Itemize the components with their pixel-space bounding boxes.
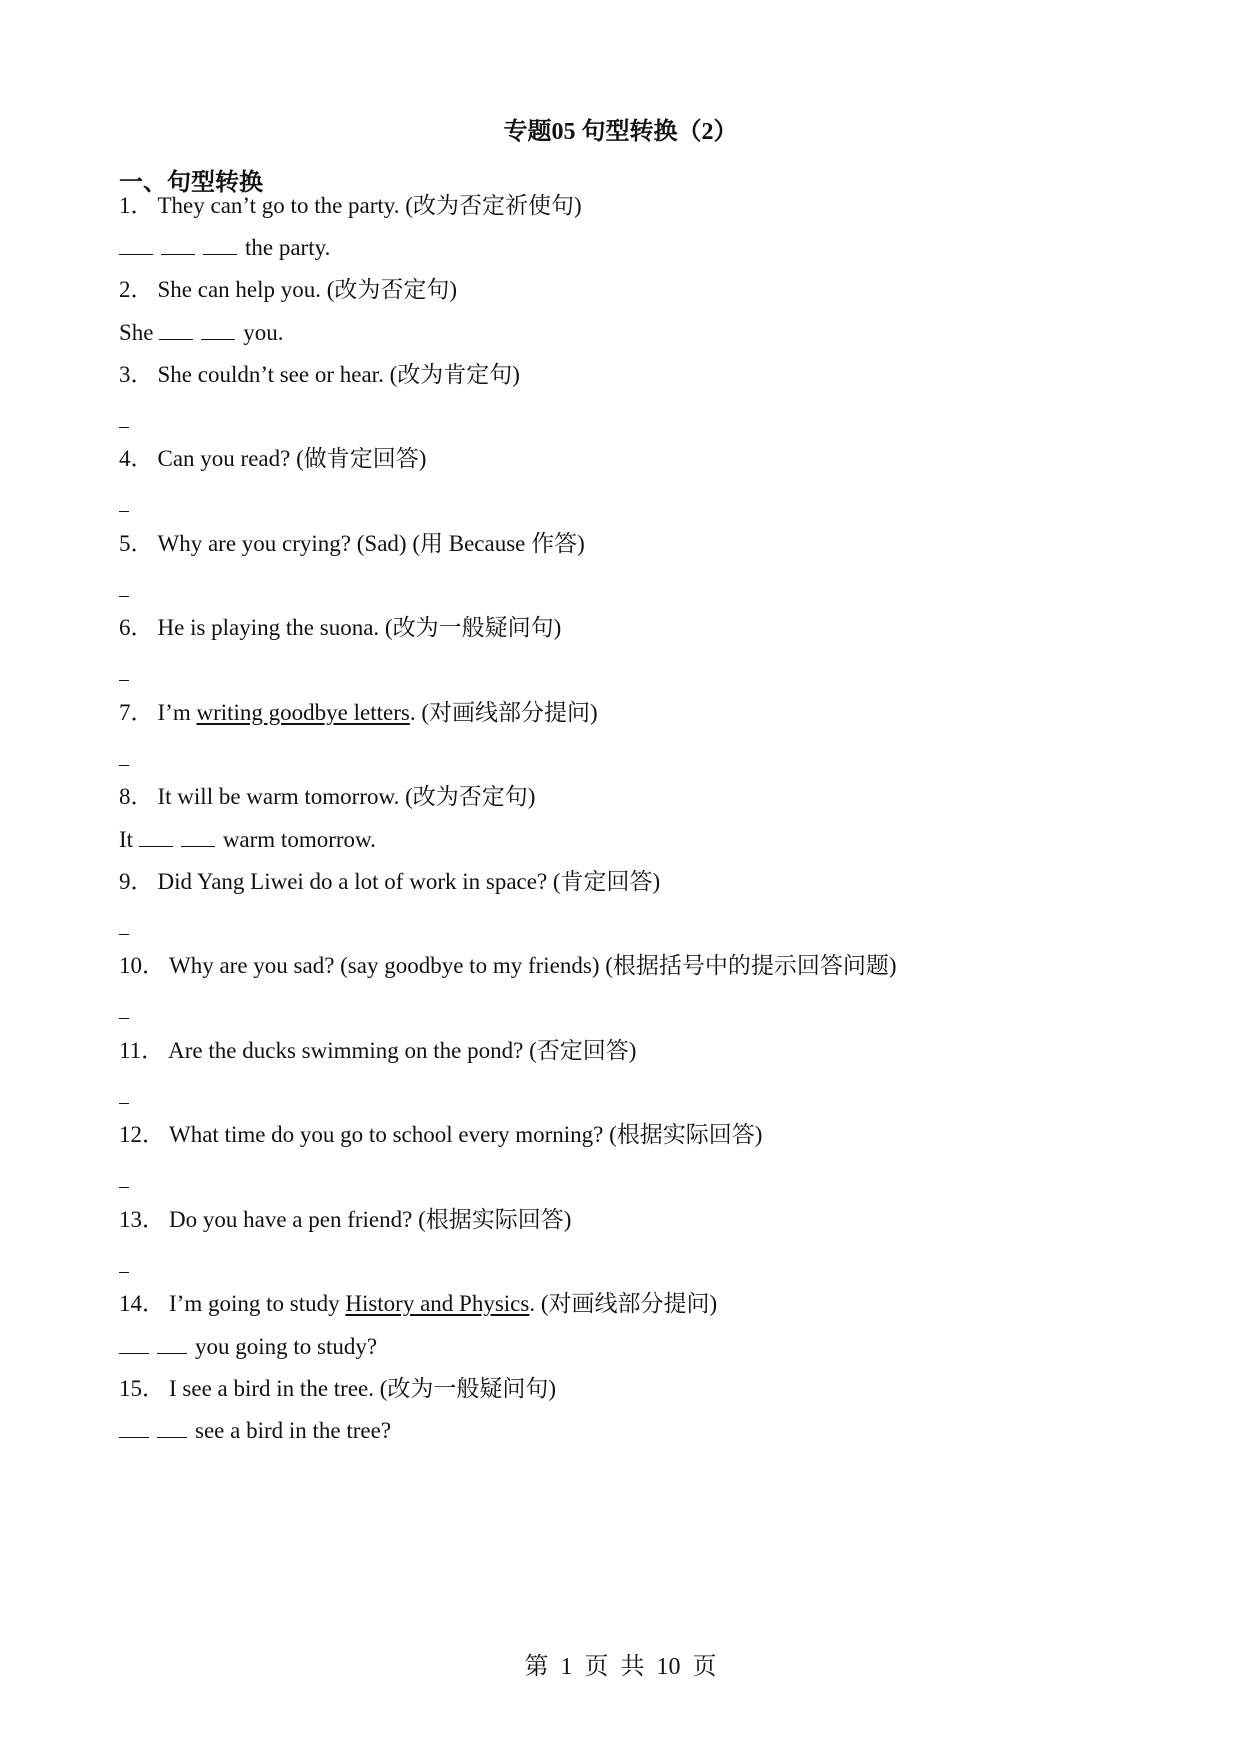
question-text: Did Yang Liwei do a lot of work in space? (肯定回答) xyxy=(157,869,661,894)
question-text: . (对画线部分提问) xyxy=(529,1291,718,1316)
answer-blank[interactable] xyxy=(139,828,173,847)
question-number: 7． xyxy=(119,700,154,725)
question-2 xyxy=(119,275,457,305)
question-text: She couldn’t see or hear. (改为肯定句) xyxy=(157,362,520,387)
answer-blank[interactable] xyxy=(157,1419,187,1438)
answer-blank[interactable] xyxy=(201,321,235,340)
page-title: 专题05 句型转换（2） xyxy=(503,119,738,145)
section-heading: 一、句型转换 xyxy=(119,170,263,196)
answer-blank[interactable] xyxy=(157,1335,187,1354)
underlined-phrase: writing goodbye letters xyxy=(196,700,410,725)
answer-dash[interactable] xyxy=(119,511,129,512)
question-number: 8． xyxy=(119,784,154,809)
answer-line-1 xyxy=(119,233,330,263)
answer-blank[interactable] xyxy=(161,236,195,255)
answer-dash[interactable] xyxy=(119,1187,129,1188)
answer-blank[interactable] xyxy=(181,828,215,847)
answer-line-8 xyxy=(119,825,376,855)
question-number: 12． xyxy=(119,1122,165,1147)
answer-dash[interactable] xyxy=(119,596,129,597)
question-text: Why are you crying? (Sad) (用 Because 作答) xyxy=(157,531,585,556)
answer-dash[interactable] xyxy=(119,765,129,766)
question-number: 3． xyxy=(119,362,154,387)
question-text: I see a bird in the tree. (改为一般疑问句) xyxy=(169,1376,557,1401)
answer-dash[interactable] xyxy=(119,934,129,935)
question-12 xyxy=(119,1120,762,1150)
question-3 xyxy=(119,360,520,390)
question-text: They can’t go to the party. (改为否定祈使句) xyxy=(157,193,582,218)
answer-line-14 xyxy=(119,1332,377,1362)
question-15 xyxy=(119,1374,556,1404)
question-4 xyxy=(119,444,426,474)
answer-dash[interactable] xyxy=(119,1018,129,1019)
question-number: 11． xyxy=(119,1038,165,1063)
question-14 xyxy=(119,1289,717,1319)
question-9 xyxy=(119,867,660,897)
answer-text: warm tomorrow. xyxy=(222,827,376,852)
question-number: 4． xyxy=(119,446,154,471)
question-13 xyxy=(119,1205,571,1235)
answer-line-2 xyxy=(119,318,284,348)
question-text: It will be warm tomorrow. (改为否定句) xyxy=(157,784,536,809)
question-number: 14． xyxy=(119,1291,165,1316)
question-text: He is playing the suona. (改为一般疑问句) xyxy=(157,615,562,640)
answer-blank[interactable] xyxy=(119,1335,149,1354)
answer-blank[interactable] xyxy=(119,236,153,255)
question-number: 13． xyxy=(119,1207,165,1232)
answer-blank[interactable] xyxy=(159,321,193,340)
question-7 xyxy=(119,698,598,728)
answer-text: the party. xyxy=(245,235,331,260)
answer-blank[interactable] xyxy=(203,236,237,255)
answer-text: She xyxy=(119,320,154,345)
question-text: . (对画线部分提问) xyxy=(409,700,598,725)
question-1 xyxy=(119,191,582,221)
question-number: 1． xyxy=(119,193,154,218)
answer-text: you going to study? xyxy=(195,1334,378,1359)
answer-dash[interactable] xyxy=(119,427,129,428)
question-number: 5． xyxy=(119,531,154,556)
answer-line-15 xyxy=(119,1416,391,1446)
question-number: 2． xyxy=(119,277,154,302)
question-text: I’m going to study xyxy=(169,1291,346,1316)
question-text: Do you have a pen friend? (根据实际回答) xyxy=(169,1207,572,1232)
answer-text: see a bird in the tree? xyxy=(195,1418,392,1443)
question-8 xyxy=(119,782,535,812)
question-text: What time do you go to school every morning? (根据实际回答) xyxy=(169,1122,763,1147)
question-11 xyxy=(119,1036,636,1066)
answer-blank[interactable] xyxy=(119,1419,149,1438)
question-text: Why are you sad? (say goodbye to my friends) (根据括号中的提示回答问题) xyxy=(169,953,897,978)
answer-dash[interactable] xyxy=(119,1103,129,1104)
question-10 xyxy=(119,951,897,981)
question-number: 10． xyxy=(119,953,165,978)
question-number: 6． xyxy=(119,615,154,640)
answer-dash[interactable] xyxy=(119,680,129,681)
answer-text: It xyxy=(119,827,134,852)
question-text: Are the ducks swimming on the pond? (否定回答) xyxy=(168,1038,637,1063)
question-6 xyxy=(119,613,561,643)
page-footer: 第 1 页 共 10 页 xyxy=(524,1654,717,1680)
question-text: I’m xyxy=(157,700,197,725)
answer-text: you. xyxy=(243,320,284,345)
answer-dash[interactable] xyxy=(119,1272,129,1273)
underlined-phrase: History and Physics xyxy=(345,1291,530,1316)
question-text: Can you read? (做肯定回答) xyxy=(157,446,427,471)
question-number: 15． xyxy=(119,1376,165,1401)
question-5 xyxy=(119,529,585,559)
question-text: She can help you. (改为否定句) xyxy=(157,277,458,302)
question-number: 9． xyxy=(119,869,154,894)
